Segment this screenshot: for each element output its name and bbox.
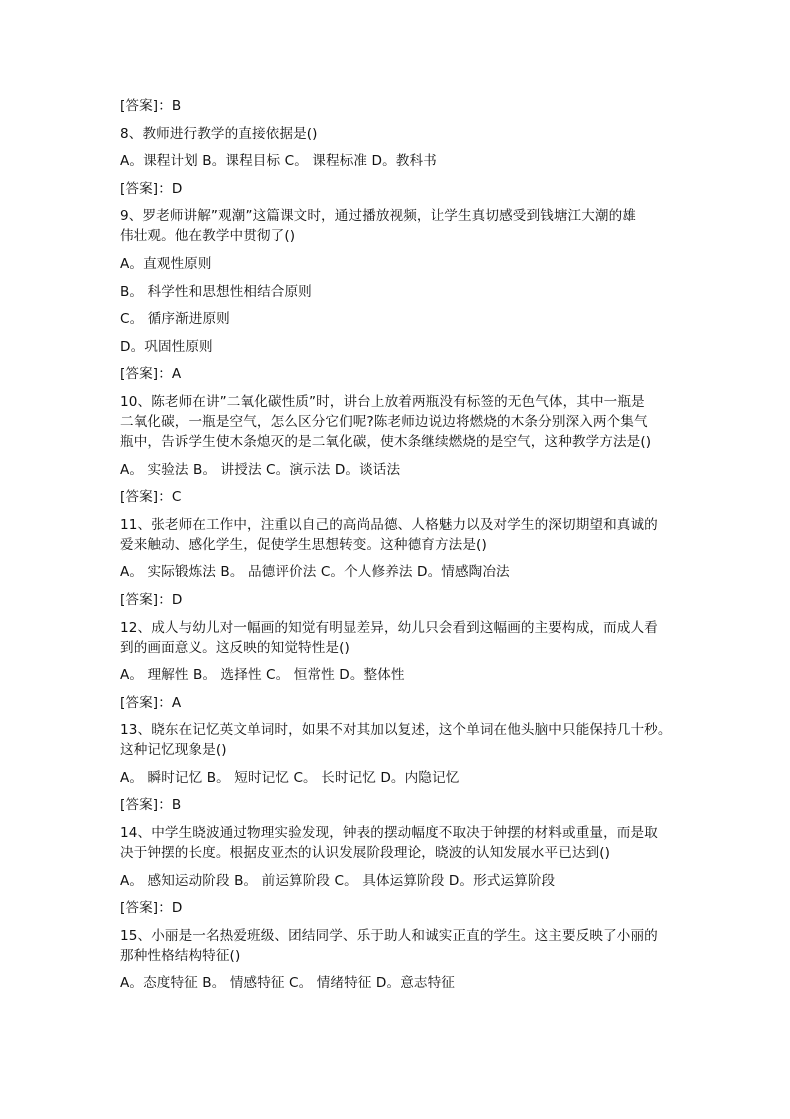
options-line xyxy=(120,973,680,993)
text-line: [答案]：D xyxy=(120,591,183,608)
question-text xyxy=(120,720,680,760)
options-line xyxy=(120,151,680,171)
answer-line xyxy=(120,364,680,384)
question-text xyxy=(120,926,680,966)
options-line xyxy=(120,309,680,329)
text-line: A。态度特征 B。 情感特征 C。 情绪特征 D。意志特征 xyxy=(120,975,455,992)
text-line: 9、罗老师讲解”观潮”这篇课文时，通过播放视频，让学生真切感受到钱塘江大潮的雄 xyxy=(120,208,637,225)
answer-line xyxy=(120,96,680,116)
text-line: 那种性格结构特征() xyxy=(120,947,241,964)
options-line xyxy=(120,665,680,685)
text-line: [答案]：A xyxy=(120,366,182,383)
text-line: 这种记忆现象是() xyxy=(120,742,227,759)
answer-line xyxy=(120,898,680,918)
text-line: A。课程计划 B。课程目标 C。 课程标准 D。教科书 xyxy=(120,153,437,170)
text-line: D。巩固性原则 xyxy=(120,338,213,355)
text-line: 二氧化碳，一瓶是空气，怎么区分它们呢?陈老师边说边将燃烧的木条分别深入两个集气 xyxy=(120,413,648,430)
question-text xyxy=(120,618,680,658)
text-line: [答案]：B xyxy=(120,98,182,114)
question-text xyxy=(120,515,680,555)
answer-line xyxy=(120,693,680,713)
text-line: 10、陈老师在讲”二氧化碳性质”时，讲台上放着两瓶没有标签的无色气体，其中一瓶是 xyxy=(120,393,645,410)
text-line: B。 科学性和思想性相结合原则 xyxy=(120,283,312,300)
text-line: 瓶中，告诉学生使木条熄灭的是二氧化碳，使木条继续燃烧的是空气，这种教学方法是() xyxy=(120,433,652,450)
answer-line xyxy=(120,590,680,610)
question-text xyxy=(120,206,680,246)
text-line: [答案]：D xyxy=(120,180,183,197)
text-line: A。直观性原则 xyxy=(120,255,212,272)
text-line: 14、中学生晓波通过物理实验发现，钟表的摆动幅度不取决于钟摆的材料或重量，而是取 xyxy=(120,825,658,842)
text-line: 11、张老师在工作中，注重以自己的高尚品德、人格魅力以及对学生的深切期望和真诚的 xyxy=(120,516,658,533)
options-line xyxy=(120,282,680,302)
question-text xyxy=(120,124,680,144)
text-line: 到的画面意义。这反映的知觉特性是() xyxy=(120,639,350,656)
options-line xyxy=(120,768,680,788)
question-text xyxy=(120,392,680,452)
question-text xyxy=(120,823,680,863)
options-line xyxy=(120,337,680,357)
text-line: [答案]：C xyxy=(120,489,182,506)
text-line: 伟壮观。他在教学中贯彻了() xyxy=(120,228,296,245)
text-line: [答案]：D xyxy=(120,900,183,917)
text-line: 12、成人与幼儿对一幅画的知觉有明显差异，幼儿只会看到这幅画的主要构成，而成人看 xyxy=(120,619,658,636)
text-line: A。 实验法 B。 讲授法 C。演示法 D。谈话法 xyxy=(120,461,401,478)
options-line xyxy=(120,871,680,891)
options-line xyxy=(120,460,680,480)
text-line: 15、小丽是一名热爱班级、团结同学、乐于助人和诚实正直的学生。这主要反映了小丽的 xyxy=(120,927,658,944)
text-line: [答案]：B xyxy=(120,797,182,814)
text-line: 13、晓东在记忆英文单词时，如果不对其加以复述，这个单词在他头脑中只能保持几十秒。 xyxy=(120,722,672,739)
answer-line xyxy=(120,179,680,199)
text-line: [答案]：A xyxy=(120,694,182,711)
answer-line xyxy=(120,795,680,815)
text-line: A。 感知运动阶段 B。 前运算阶段 C。 具体运算阶段 D。形式运算阶段 xyxy=(120,872,556,889)
answer-line xyxy=(120,487,680,507)
text-line: A。 瞬时记忆 B。 短时记忆 C。 长时记忆 D。内隐记忆 xyxy=(120,769,460,786)
options-line xyxy=(120,562,680,582)
document-body xyxy=(120,96,680,1001)
text-line: A。 理解性 B。 选择性 C。 恒常性 D。整体性 xyxy=(120,667,405,684)
text-line: C。 循序渐进原则 xyxy=(120,311,230,328)
text-line: 爱来触动、感化学生，促使学生思想转变。这种德育方法是() xyxy=(120,536,487,553)
text-line: 8、教师进行教学的直接依据是() xyxy=(120,125,318,142)
options-line xyxy=(120,254,680,274)
text-line: 决于钟摆的长度。根据皮亚杰的认识发展阶段理论，晓波的认知发展水平已达到() xyxy=(120,845,611,862)
text-line: A。 实际锻炼法 B。 品德评价法 C。个人修养法 D。情感陶冶法 xyxy=(120,564,510,581)
